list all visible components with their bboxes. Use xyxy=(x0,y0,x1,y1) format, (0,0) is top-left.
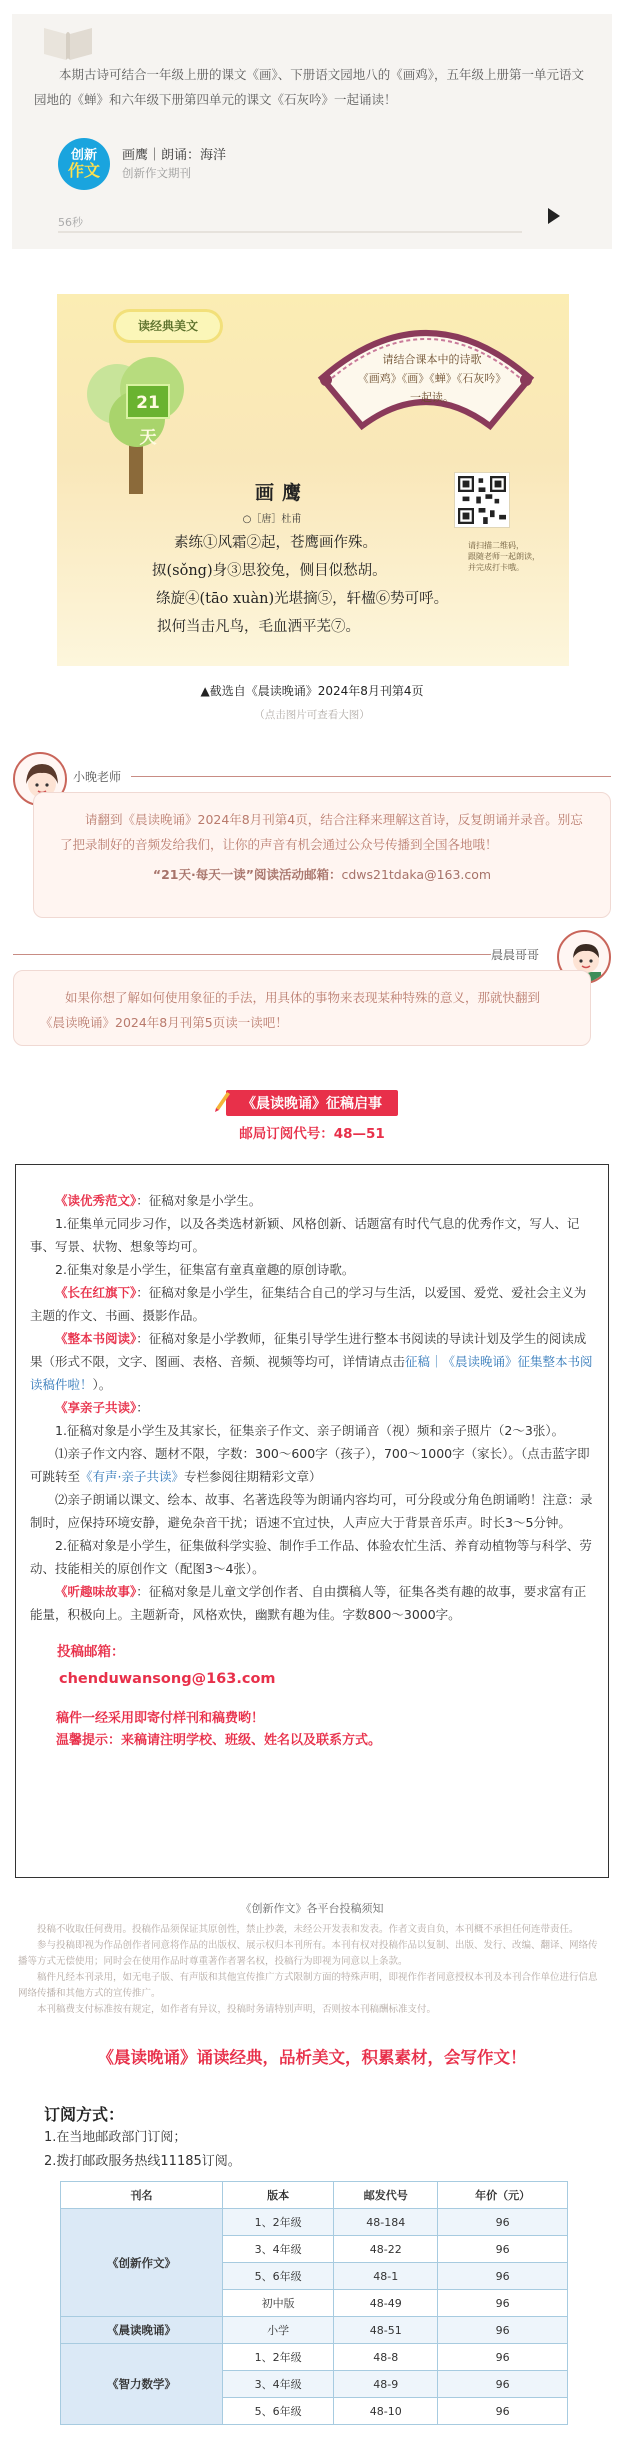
fan-text: 请结合课本中的诗歌 《画鸡》《画》《蝉》《石灰吟》 一起读。 xyxy=(357,353,507,404)
tree-icon xyxy=(77,354,197,494)
code-cell: 48-10 xyxy=(334,2398,438,2425)
price-cell: 96 xyxy=(438,2344,568,2371)
price-cell: 96 xyxy=(438,2263,568,2290)
terms-title: 《创新作文》各平台投稿须知 xyxy=(240,1902,384,1915)
version-cell: 5、6年级 xyxy=(223,2398,334,2425)
rule-item: 1.征集单元同步习作，以及各类选材新颖、风格创新、话题富有时代气息的优秀作文，写人、记事、写景、状物、想象等均可。 xyxy=(30,1216,580,1254)
version-cell: 初中版 xyxy=(223,2290,334,2317)
contest-banner: 《晨读晚诵》征稿启事 xyxy=(226,1090,398,1116)
table-header: 年价（元） xyxy=(438,2182,568,2209)
submission-terms xyxy=(18,1900,606,2018)
play-icon[interactable] xyxy=(548,208,560,224)
poem-tag: 读经典美文 xyxy=(116,312,220,340)
subscribe-method: 1.在当地邮政部门订阅； xyxy=(44,2130,187,2145)
intro-card xyxy=(12,14,612,249)
code-cell: 48-9 xyxy=(334,2371,438,2398)
poem-line: 㧐(sǒng)身③思狡兔，侧目似愁胡。 xyxy=(152,563,387,579)
pencil-icon xyxy=(213,1088,231,1112)
teacher-name: 小晚老师 xyxy=(73,770,122,784)
poem-line: 素练①风霜②起，苍鹰画作殊。 xyxy=(174,535,377,551)
poem-line: 拟何当击凡鸟，毛血洒平芜⑦。 xyxy=(157,619,360,635)
price-cell: 96 xyxy=(438,2290,568,2317)
code-cell: 48-1 xyxy=(334,2263,438,2290)
audio-title: 画鹰｜朗诵：海洋 xyxy=(122,148,227,163)
slogan: 《晨读晚诵》诵读经典，品析美文，积累素材，会写作文！ xyxy=(97,2048,527,2067)
terms-item: 参与投稿即视为作品创作者同意将作品的出版权、展示权归本刊所有。本刊有权对投稿作品以复制、出版、发行、改编、翻译、网络传播等方式无偿使用；同时会在使用作品时尊重著作者署名权，投稿行为即视为同意以上条款。 xyxy=(18,1940,598,1967)
poem-card-image[interactable] xyxy=(57,294,569,666)
qr-caption: 请扫描二维码， 跟随老师一起朗读， 并完成打卡哦。 xyxy=(468,541,540,572)
subscribe-section xyxy=(44,2102,624,2173)
poem-sub-caption: （点击图片可查看大图） xyxy=(254,709,370,721)
rule-item: ⑴亲子作文内容、题材不限，字数：300～600字（孩子），700～1000字（家长）。（点击蓝字即可跳转至《有声·亲子共读》专栏参阅往期精彩文章） xyxy=(30,1446,590,1484)
submission-email-label: 投稿邮箱： xyxy=(57,1644,125,1660)
price-cell: 96 xyxy=(438,2209,568,2236)
rule-item: 《长在红旗下》：征稿对象是小学生，征集结合自己的学习与生活，以爱国、爱党、爱社会主义为主题的作文、书画、摄影作品。 xyxy=(30,1285,587,1323)
poem-line: 绦旋④(tāo xuàn)光堪摘⑤，轩楹⑥势可呼。 xyxy=(156,591,449,607)
rule-item: 1.征稿对象是小学生及其家长，征集亲子作文、亲子朗诵音（视）频和亲子照片（2～3张）。 xyxy=(55,1423,565,1438)
code-cell: 48-22 xyxy=(334,2236,438,2263)
table-header: 邮发代号 xyxy=(334,2182,438,2209)
price-cell: 96 xyxy=(438,2371,568,2398)
name-divider xyxy=(13,954,491,955)
subscription-table xyxy=(60,2181,568,2425)
audio-source[interactable]: 创新作文期刊 xyxy=(122,166,191,180)
version-cell: 1、2年级 xyxy=(223,2209,334,2236)
price-cell: 96 xyxy=(438,2317,568,2344)
subscribe-title: 订阅方式： xyxy=(44,2105,125,2124)
parent-child-reading-link[interactable]: 《有声·亲子共读》 xyxy=(80,1469,184,1484)
code-cell: 48-51 xyxy=(334,2317,438,2344)
magazine-name: 《晨读晚诵》 xyxy=(61,2317,223,2344)
contest-rules-box xyxy=(15,1164,609,1878)
code-cell: 48-8 xyxy=(334,2344,438,2371)
contest-notice-2: 温馨提示：来稿请注明学校、班级、姓名以及联系方式。 xyxy=(56,1733,382,1748)
version-cell: 小学 xyxy=(223,2317,334,2344)
terms-item: 投稿不收取任何费用。投稿作品须保证其原创性，禁止抄袭，未经公开发表和发表。作者文责自负，本刊概不承担任何连带责任。 xyxy=(37,1924,579,1935)
whole-book-reading-link[interactable]: 征稿｜《晨读晚诵》征集整本书阅读稿件啦！ xyxy=(30,1354,593,1392)
postal-code: 邮局订阅代号：48—51 xyxy=(239,1126,385,1142)
day-badge: 21天 xyxy=(126,384,170,419)
table-header: 版本 xyxy=(223,2182,334,2209)
code-cell: 48-49 xyxy=(334,2290,438,2317)
table-row xyxy=(61,2209,568,2236)
magazine-name: 《智力数学》 xyxy=(61,2344,223,2425)
table-row xyxy=(61,2317,568,2344)
audio-player[interactable] xyxy=(34,128,590,229)
poem-caption: ▲截选自《晨读晚诵》2024年8月刊第4页 xyxy=(200,684,424,698)
rule-item: 2.征集对象是小学生，征集富有童真童趣的原创诗歌。 xyxy=(55,1262,355,1277)
terms-item: 本刊稿费支付标准按有规定，如作者有异议，投稿时务请特别声明，否则按本刊稿酬标准支付。 xyxy=(37,2004,437,2015)
teacher-message-2 xyxy=(13,930,611,1050)
terms-item: 稿件凡经本刊录用，如无电子版、有声版和其他宣传推广方式限制方面的特殊声明，即视作作者同意授权本刊及本刊合作单位进行信息网络传播和其他方式的宣传推广。 xyxy=(18,1972,598,1999)
version-cell: 3、4年级 xyxy=(223,2371,334,2398)
teacher-message-box xyxy=(33,792,611,918)
price-cell: 96 xyxy=(438,2236,568,2263)
audio-cover-logo: 创新 作文 xyxy=(58,138,110,190)
teacher-message-box xyxy=(13,970,591,1046)
poem-author: ○［唐］杜甫 xyxy=(242,514,302,525)
rule-item: 2.征稿对象是小学生，征集做科学实验、制作手工作品、体验农忙生活、养育动植物等与科学、劳动、技能相关的原创作文（配图3～4张）。 xyxy=(30,1538,592,1576)
teacher-message-text: 请翻到《晨读晚诵》2024年8月刊第4页，结合注释来理解这首诗，反复朗诵并录音。别忘了把录制好的音频发给我们，让你的声音有机会通过公众号传播到全国各地哦！ xyxy=(60,812,583,852)
submission-email[interactable]: chenduwansong@163.com xyxy=(59,1671,276,1687)
rule-item: 《享亲子共读》： xyxy=(55,1400,149,1415)
teacher-message-text: 如果你想了解如何使用象征的手法，用具体的事物来表现某种特殊的意义，那就快翻到《晨读晚诵》2024年8月刊第5页读一读吧！ xyxy=(40,990,541,1030)
version-cell: 3、4年级 xyxy=(223,2236,334,2263)
rule-item: ⑵亲子朗诵以课文、绘本、故事、名著选段等为朗诵内容均可，可分段或分角色朗诵哟！注意：录制时，应保持环境安静，避免杂音干扰；语速不宜过快，人声应大于背景音乐声。时长3～5分钟。 xyxy=(30,1492,593,1530)
code-cell: 48-184 xyxy=(334,2209,438,2236)
table-header: 刊名 xyxy=(61,2182,223,2209)
subscribe-method: 2.拨打邮政服务热线11185订阅。 xyxy=(44,2154,241,2169)
table-row xyxy=(61,2344,568,2371)
intro-text: 本期古诗可结合一年级上册的课文《画》、下册语文园地八的《画鸡》，五年级上册第一单元语文园地的《蝉》和六年级下册第四单元的课文《石灰吟》一起诵读！ xyxy=(34,67,585,107)
open-book-icon xyxy=(40,24,96,64)
price-cell: 96 xyxy=(438,2398,568,2425)
contest-notice-1: 稿件一经采用即寄付样刊和稿费哟！ xyxy=(56,1711,265,1726)
teacher-message-1 xyxy=(13,752,611,922)
magazine-name: 《创新作文》 xyxy=(61,2209,223,2317)
contest-header xyxy=(0,1090,624,1150)
version-cell: 5、6年级 xyxy=(223,2263,334,2290)
version-cell: 1、2年级 xyxy=(223,2344,334,2371)
poem-title: 画鹰 xyxy=(254,482,309,504)
rule-item: 《听趣味故事》：征稿对象是儿童文学创作者、自由撰稿人等，征集各类有趣的故事，要求富有正能量，积极向上。主题新奇，风格欢快，幽默有趣为佳。字数800～3000字。 xyxy=(30,1584,587,1622)
name-divider xyxy=(131,776,611,777)
audio-progress-bar[interactable] xyxy=(58,231,522,233)
teacher-name: 晨晨哥哥 xyxy=(490,948,539,962)
rule-item: 《整本书阅读》：征稿对象是小学教师，征集引导学生进行整本书阅读的导读计划及学生的阅读成果（形式不限，文字、图画、表格、音频、视频等均可，详情请点击征稿｜《晨读晚诵》征集整本书阅读稿件啦！）。 xyxy=(30,1331,593,1392)
activity-email: “21天·每天一读”阅读活动邮箱：cdws21tdaka@163.com xyxy=(152,867,492,882)
poem-lines xyxy=(152,529,449,641)
activity-email-address: cdws21tdaka@163.com xyxy=(341,867,492,882)
rule-item: 《读优秀范文》：征稿对象是小学生。 xyxy=(55,1193,262,1208)
audio-duration: 56秒 xyxy=(58,216,83,229)
